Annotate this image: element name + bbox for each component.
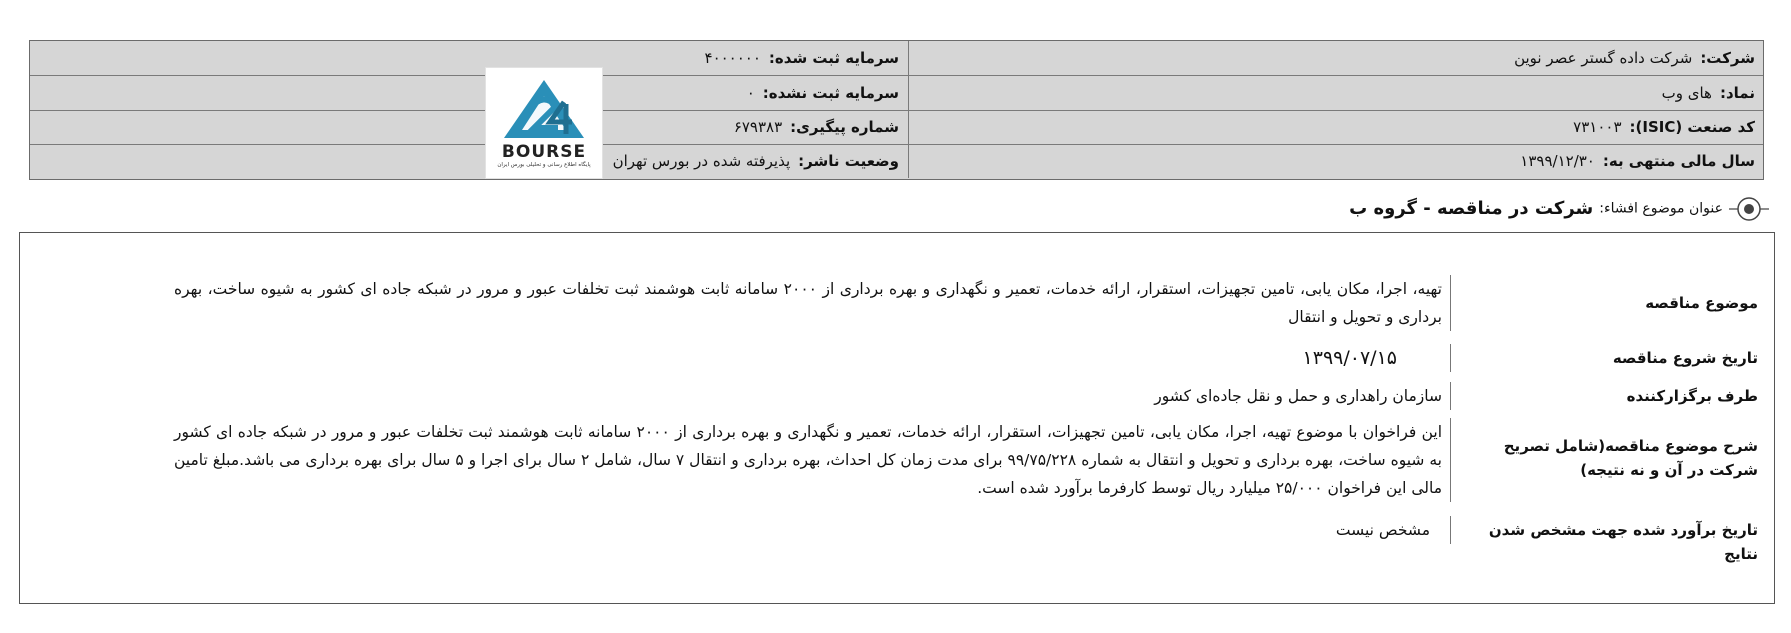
detail-label: طرف برگزارکننده — [1626, 387, 1758, 405]
detail-value: مشخص نیست — [1335, 521, 1430, 539]
detail-row-results-date — [173, 516, 1764, 563]
registered-capital-cell — [30, 41, 907, 75]
tracking-number-value: ۶۷۹۳۸۳ — [733, 118, 783, 136]
company-cell — [908, 41, 1763, 75]
info-row-company — [30, 41, 1763, 76]
detail-divider — [1450, 516, 1451, 544]
unregistered-capital-label: سرمایه ثبت نشده: — [762, 84, 899, 102]
bourse-triangle-logo-icon — [486, 68, 602, 142]
detail-value: سازمان راهداری و حمل و نقل جاده‌ای کشور — [1154, 387, 1442, 405]
symbol-cell — [908, 76, 1763, 110]
disclosure-details-panel — [19, 232, 1775, 604]
isic-cell — [908, 110, 1763, 144]
disclosure-title-label: عنوان موضوع افشاء: — [1599, 200, 1723, 217]
info-row-isic — [30, 110, 1763, 145]
publisher-status-value: پذیرفته شده در بورس تهران — [612, 152, 791, 170]
tracking-number-label: شماره پیگیری: — [790, 118, 899, 136]
symbol-value: های وب — [1661, 84, 1712, 102]
registered-capital-label: سرمایه ثبت شده: — [768, 49, 899, 67]
info-row-symbol — [30, 76, 1763, 111]
disclosure-title — [1349, 193, 1769, 223]
detail-value: ۱۳۹۹/۰۷/۱۵ — [1302, 347, 1397, 369]
detail-row-organizer — [173, 382, 1764, 410]
fiscal-year-label: سال مالی منتهی به: — [1602, 152, 1755, 170]
company-value: شرکت داده گستر عصر نوین — [1514, 49, 1693, 67]
detail-divider — [1450, 344, 1451, 372]
unregistered-capital-value: ۰ — [746, 84, 755, 102]
publisher-status-cell — [30, 144, 907, 178]
target-bullet-icon — [1729, 194, 1769, 224]
isic-value: ۷۳۱۰۰۳ — [1573, 118, 1622, 136]
company-info-table — [29, 40, 1764, 180]
detail-label: تاریخ برآورد شده جهت مشخص شدن نتایج — [1488, 521, 1758, 563]
detail-value: این فراخوان با موضوع تهیه، اجرا، مکان یابی، تامین تجهیزات، استقرار، ارائه خدمات، تعمیر و نگهداری و بهره برداری از ۲۰۰۰ سامانه ثابت هوشمند ثبت تخلفات عبور و مرور در شبکه جاده ای کشور به شیوه ساخت، بهره برداری و تحویل و انتقال به شماره ۹۹/۷۵/۲۲۸ برای مدت زمان کل احداث، بهره برداری و انتقال ۷ سال، شامل ۲ سال برای اجرا و ۵ سال برای بهره برداری می باشد.مبلغ تامین مالی این فراخوان ۲۵/۰۰۰ میلیارد ریال توسط کارفرما برآورد شده است. — [174, 423, 1443, 497]
detail-label: موضوع مناقصه — [1645, 294, 1758, 312]
unregistered-capital-cell — [30, 76, 907, 110]
info-row-fiscal-year — [30, 144, 1763, 178]
symbol-label: نماد: — [1719, 84, 1755, 102]
publisher-status-label: وضعیت ناشر: — [798, 152, 899, 170]
company-label: شرکت: — [1700, 49, 1755, 67]
registered-capital-value: ۴۰۰۰۰۰۰ — [704, 49, 761, 67]
logo-text: BOURSE — [501, 142, 587, 162]
detail-row-subject — [173, 275, 1764, 331]
detail-label: تاریخ شروع مناقصه — [1612, 349, 1758, 367]
tracking-number-cell — [30, 110, 907, 144]
fiscal-year-cell — [908, 144, 1763, 178]
isic-label: کد صنعت (ISIC): — [1629, 118, 1755, 136]
logo-subtitle: پایگاه اطلاع رسانی و تحلیلی بورس ایران — [497, 162, 591, 168]
detail-divider — [1450, 418, 1451, 502]
detail-row-start-date — [173, 344, 1764, 372]
detail-label: شرح موضوع مناقصه(شامل تصریح شرکت در آن و نه نتیجه) — [1503, 437, 1758, 479]
detail-divider — [1450, 382, 1451, 410]
detail-value: تهیه، اجرا، مکان یابی، تامین تجهیزات، استقرار، ارائه خدمات، تعمیر و نگهداری و بهره برداری از ۲۰۰۰ سامانه ثابت هوشمند ثبت تخلفات عبور و مرور در شبکه جاده ای کشور به شیوه ساخت، بهره برداری و تحویل و انتقال — [174, 280, 1442, 326]
disclosure-title-value: شرکت در مناقصه - گروه ب — [1349, 197, 1594, 219]
bourse-logo — [485, 67, 603, 179]
detail-divider — [1450, 275, 1451, 331]
detail-row-description — [173, 418, 1764, 502]
fiscal-year-value: ۱۳۹۹/۱۲/۳۰ — [1520, 152, 1595, 170]
